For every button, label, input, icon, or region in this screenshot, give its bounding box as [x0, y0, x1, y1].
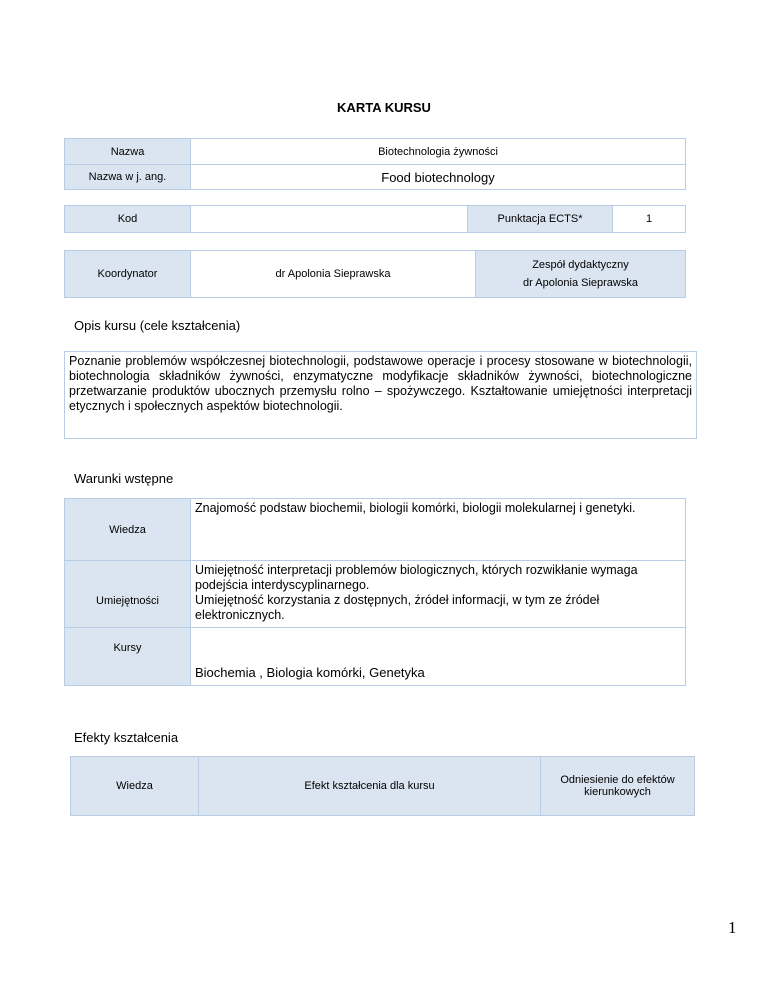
- page-number: 1: [728, 918, 737, 937]
- prereq-knowledge-value: Znajomość podstaw biochemii, biologii komórki, biologii molekularnej i genetyki.: [190, 498, 686, 561]
- prereq-skills-text-1: Umiejętność interpretacji problemów biologicznych, których rozwikłanie wymaga podejścia interdyscyplinarnego.: [195, 563, 638, 592]
- coordinator-label: Koordynator: [64, 250, 191, 298]
- name-en-value: Food biotechnology: [190, 164, 686, 190]
- prereq-courses-label: Kursy: [64, 627, 191, 686]
- name-value: Biotechnologia żywności: [190, 138, 686, 165]
- outcomes-col-reference: Odniesienie do efektów kierunkowych: [540, 756, 695, 816]
- prereq-courses-value: Biochemia , Biologia komórki, Genetyka: [190, 627, 686, 686]
- name-label: Nazwa: [64, 138, 191, 165]
- outcomes-col-effect: Efekt kształcenia dla kursu: [198, 756, 541, 816]
- prereq-skills-text-2: Umiejętność korzystania z dostępnych, źródeł informacji, w tym ze źródeł elektronicznych.: [195, 593, 600, 622]
- code-label: Kod: [64, 205, 191, 233]
- prerequisites-heading: Warunki wstępne: [74, 471, 174, 486]
- team-cell: [475, 250, 686, 298]
- name-en-label: Nazwa w j. ang.: [64, 164, 191, 190]
- outcomes-col-knowledge: Wiedza: [70, 756, 199, 816]
- prereq-skills-value: [190, 560, 686, 628]
- team-label: Zespół dydaktyczny: [532, 259, 629, 271]
- page-title: KARTA KURSU: [337, 100, 431, 115]
- ects-label: Punktacja ECTS*: [467, 205, 613, 233]
- coordinator-value: dr Apolonia Sieprawska: [190, 250, 476, 298]
- outcomes-heading: Efekty kształcenia: [74, 730, 179, 745]
- code-value: [190, 205, 468, 233]
- description-heading: Opis kursu (cele kształcenia): [74, 318, 241, 333]
- prereq-knowledge-label: Wiedza: [64, 498, 191, 561]
- prereq-skills-label: Umiejętności: [64, 560, 191, 628]
- ects-value: 1: [612, 205, 686, 233]
- team-value: dr Apolonia Sieprawska: [523, 277, 638, 289]
- description-text: Poznanie problemów współczesnej biotechnologii, podstawowe operacje i procesy stosowane w biotechnologii, biotechnologia składników żywności, enzymatyczne modyfikacje składników żywności, biotechnologiczne przetwarzanie produktów ubocznych przemysłu rolno – spożywczego. Kształtowanie umiejętności interpretacji etycznych i społecznych aspektów biotechnologii.: [64, 351, 697, 439]
